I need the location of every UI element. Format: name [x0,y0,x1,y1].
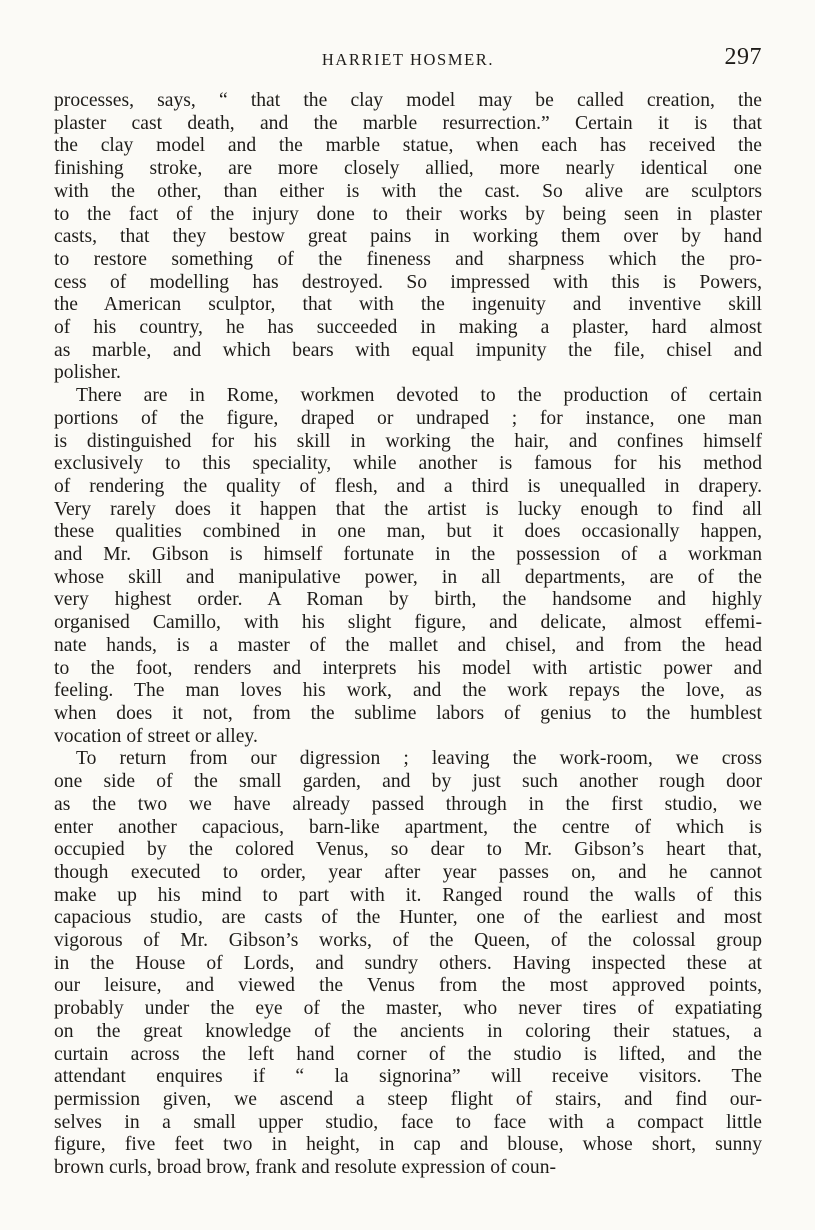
text-line: capacious studio, are casts of the Hunter, one of the earliest and most [54,907,762,929]
text-line: when does it not, from the sublime labors of genius to the humblest [54,702,762,724]
text-line: selves in a small upper studio, face to face with a compact little [54,1111,762,1133]
running-title: HARRIET HOSMER. [321,50,495,69]
text-line: figure, five feet two in height, in cap and blouse, whose short, sunny [54,1134,762,1156]
text-line: these qualities combined in one man, but it does occasionally happen, [54,521,762,543]
text-line: make up his mind to part with it. Ranged round the walls of this [54,884,762,906]
text-line: one side of the small garden, and by just such another rough door [54,771,762,793]
text-line: vigorous of Mr. Gibson’s works, of the Queen, of the colossal group [54,930,762,952]
text-line: enter another capacious, barn-like apartment, the centre of which is [54,816,762,838]
paragraph [54,90,762,385]
text-line: as marble, and which bears with equal impunity the file, chisel and [54,339,762,361]
text-line: as the two we have already passed through in the first studio, we [54,793,762,815]
text-line: in the House of Lords, and sundry others. Having inspected these at [54,952,762,974]
text-line: To return from our digression ; leaving the work-room, we cross [76,748,762,770]
text-line: probably under the eye of the master, who never tires of expatiating [54,998,762,1020]
running-head [54,44,762,82]
text-line: polisher. [54,362,121,384]
text-line: very highest order. A Roman by birth, the handsome and highly [54,589,762,611]
text-line: permission given, we ascend a steep flight of stairs, and find our- [54,1088,762,1110]
text-line: and Mr. Gibson is himself fortunate in the possession of a workman [54,544,762,566]
text-line: attendant enquires if “ la signorina” will receive visitors. The [54,1066,762,1088]
text-line: the clay model and the marble statue, when each has received the [54,135,762,157]
text-line: on the great knowledge of the ancients in coloring their statues, a [54,1020,762,1042]
paragraph [54,748,762,1179]
text-line: cess of modelling has destroyed. So impressed with this is Powers, [54,271,762,293]
text-line: casts, that they bestow great pains in working them over by hand [54,226,762,248]
text-line: curtain across the left hand corner of the studio is lifted, and the [54,1043,762,1065]
body-text [54,90,762,1180]
text-line: of rendering the quality of flesh, and a third is unequalled in drapery. [54,475,762,497]
text-line: portions of the figure, draped or undraped ; for instance, one man [54,407,762,429]
text-line: is distinguished for his skill in working the hair, and confines himself [54,430,762,452]
text-line: vocation of street or alley. [54,725,258,747]
text-line: occupied by the colored Venus, so dear to Mr. Gibson’s heart that, [54,839,762,861]
book-page [54,44,762,1180]
paragraph [54,385,762,748]
text-line: feeling. The man loves his work, and the work repays the love, as [54,680,762,702]
text-line: to restore something of the fineness and sharpness which the pro- [54,248,762,270]
text-line: of his country, he has succeeded in making a plaster, hard almost [54,317,762,339]
text-line: whose skill and manipulative power, in all departments, are of the [54,566,762,588]
text-line: the American sculptor, that with the ingenuity and inventive skill [54,294,762,316]
text-line: to the fact of the injury done to their works by being seen in plaster [54,203,762,225]
page-number: 297 [724,44,762,70]
text-line: brown curls, broad brow, frank and resolute expression of coun- [54,1157,557,1179]
text-line: finishing stroke, are more closely allied, more nearly identical one [54,158,762,180]
text-line: though executed to order, year after year passes on, and he cannot [54,861,762,883]
text-line: There are in Rome, workmen devoted to the production of certain [76,385,762,407]
text-line: organised Camillo, with his slight figure, and delicate, almost effemi- [54,612,762,634]
text-line: our leisure, and viewed the Venus from the most approved points, [54,975,762,997]
text-line: to the foot, renders and interprets his model with artistic power and [54,657,762,679]
text-line: nate hands, is a master of the mallet and chisel, and from the head [54,634,762,656]
text-line: exclusively to this speciality, while another is famous for his method [54,453,762,475]
text-line: Very rarely does it happen that the artist is lucky enough to find all [54,498,762,520]
text-line: processes, says, “ that the clay model may be called creation, the [54,90,762,111]
text-line: with the other, than either is with the cast. So alive are sculptors [54,180,762,202]
text-line: plaster cast death, and the marble resurrection.” Certain it is that [54,112,762,134]
